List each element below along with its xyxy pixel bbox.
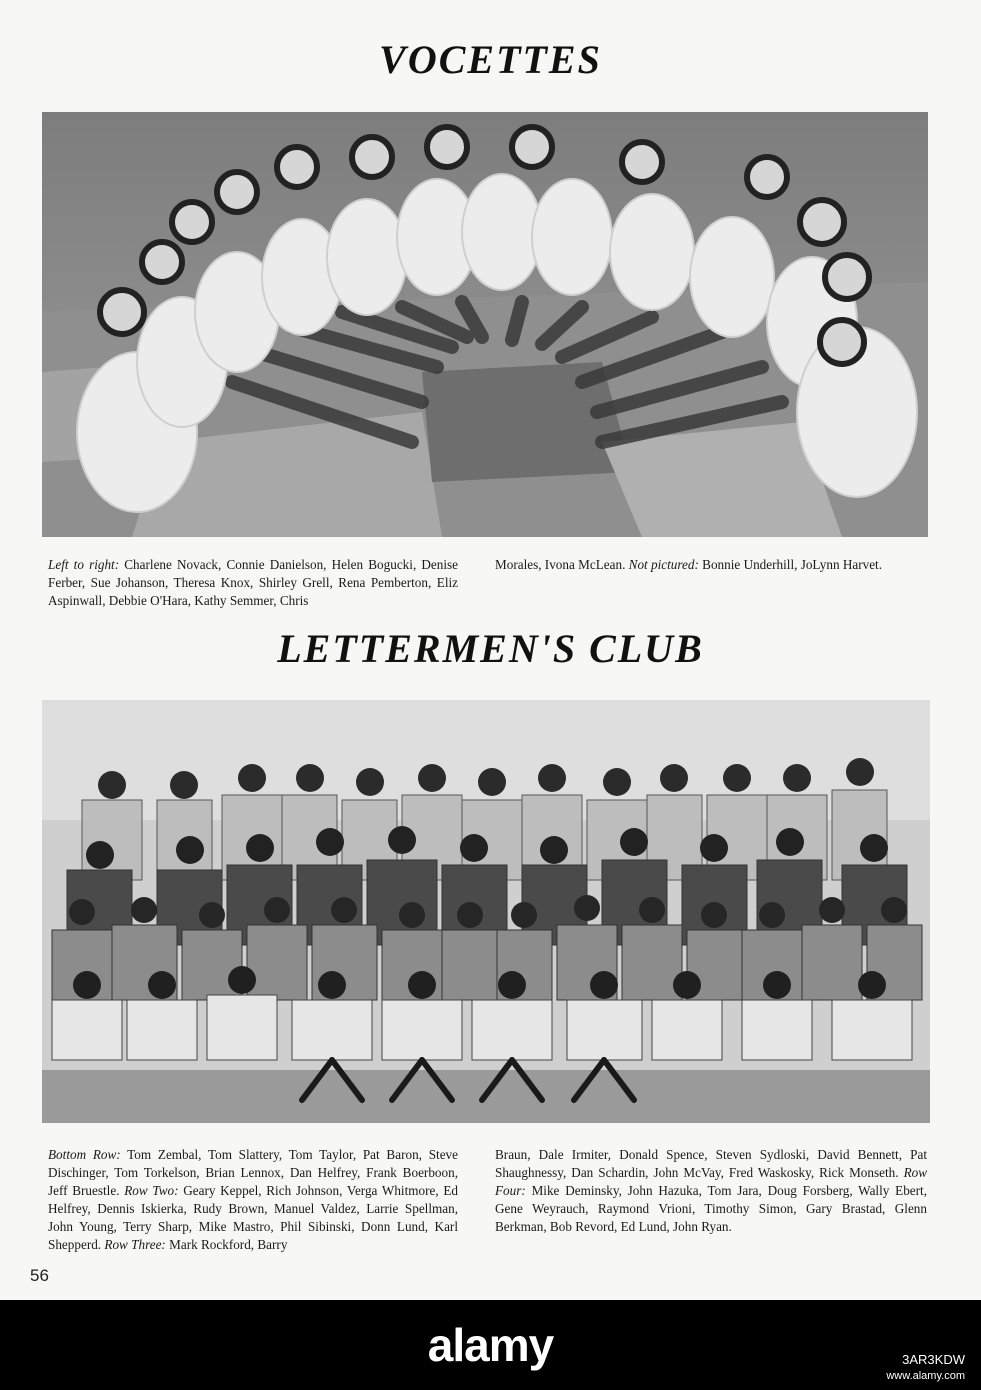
vocettes-caption-label: Left to right:	[48, 557, 120, 572]
row-three-names-a: Mark Rockford, Barry	[169, 1237, 288, 1252]
page-number: 56	[30, 1266, 49, 1285]
bottom-row-names: Tom Zembal, Tom Slattery, Tom Taylor, Pat Baron, Steve Dischinger, Tom Torkelson, Brian Lennox, Dan Helfrey, Frank Boerboon, Jeff Bruestle.	[48, 1147, 458, 1198]
lettermens-caption-right	[495, 1146, 927, 1236]
row-four-names: Mike Deminsky, John Hazuka, Tom Jara, Doug Forsberg, Wally Ebert, Gene Weyrauch, Raymond Vrioni, Timothy Simon, Gary Brastad, Glenn Berkman, Bob Revord, Ed Lund, John Ryan.	[495, 1183, 927, 1234]
row-two-names: Geary Keppel, Rich Johnson, Verga Whitmore, Ed Helfrey, Dennis Iskierka, Rudy Brown, Manuel Valdez, Larrie Spellman, John Young, Terry Sharp, Mike Mastro, Phil Sibinski, Donn Lund, Karl Shepperd.	[48, 1183, 458, 1252]
row-three-label: Row Three:	[104, 1237, 166, 1252]
vocettes-not-pictured-label: Not pictured:	[628, 557, 699, 572]
site-url: www.alamy.com	[886, 1370, 965, 1382]
vocettes-caption-names-cont: Morales, Ivona McLean.	[495, 557, 626, 572]
vocettes-not-pictured-names: Bonnie Underhill, JoLynn Harvet.	[702, 557, 883, 572]
row-four-label: Row Four:	[495, 1165, 928, 1198]
row-two-label: Row Two:	[124, 1183, 179, 1198]
lettermens-club-title: LETTERMEN'S CLUB	[277, 626, 704, 671]
image-id: 3AR3KDW	[902, 1352, 965, 1367]
row-three-names-b: Braun, Dale Irmiter, Donald Spence, Steven Sydloski, David Bennett, Pat Shaughnessy, Dan Schardin, John McVay, Fred Waskosky, Rick Monseth.	[495, 1147, 927, 1180]
vocettes-caption-left	[48, 556, 458, 610]
vocettes-caption-names: Charlene Novack, Connie Danielson, Helen Bogucki, Denise Ferber, Sue Johanson, Theresa Knox, Shirley Grell, Rena Pemberton, Eliz Aspinwall, Debbie O'Hara, Kathy Semmer, Chris	[48, 557, 459, 608]
vocettes-caption-right	[495, 556, 927, 574]
bottom-row-label: Bottom Row:	[48, 1147, 121, 1162]
alamy-logo: alamy	[427, 1319, 554, 1371]
vocettes-title: VOCETTES	[379, 37, 602, 82]
vocettes-group-photo	[42, 112, 928, 537]
lettermens-caption-left	[48, 1146, 458, 1254]
lettermens-club-group-photo	[42, 700, 930, 1123]
